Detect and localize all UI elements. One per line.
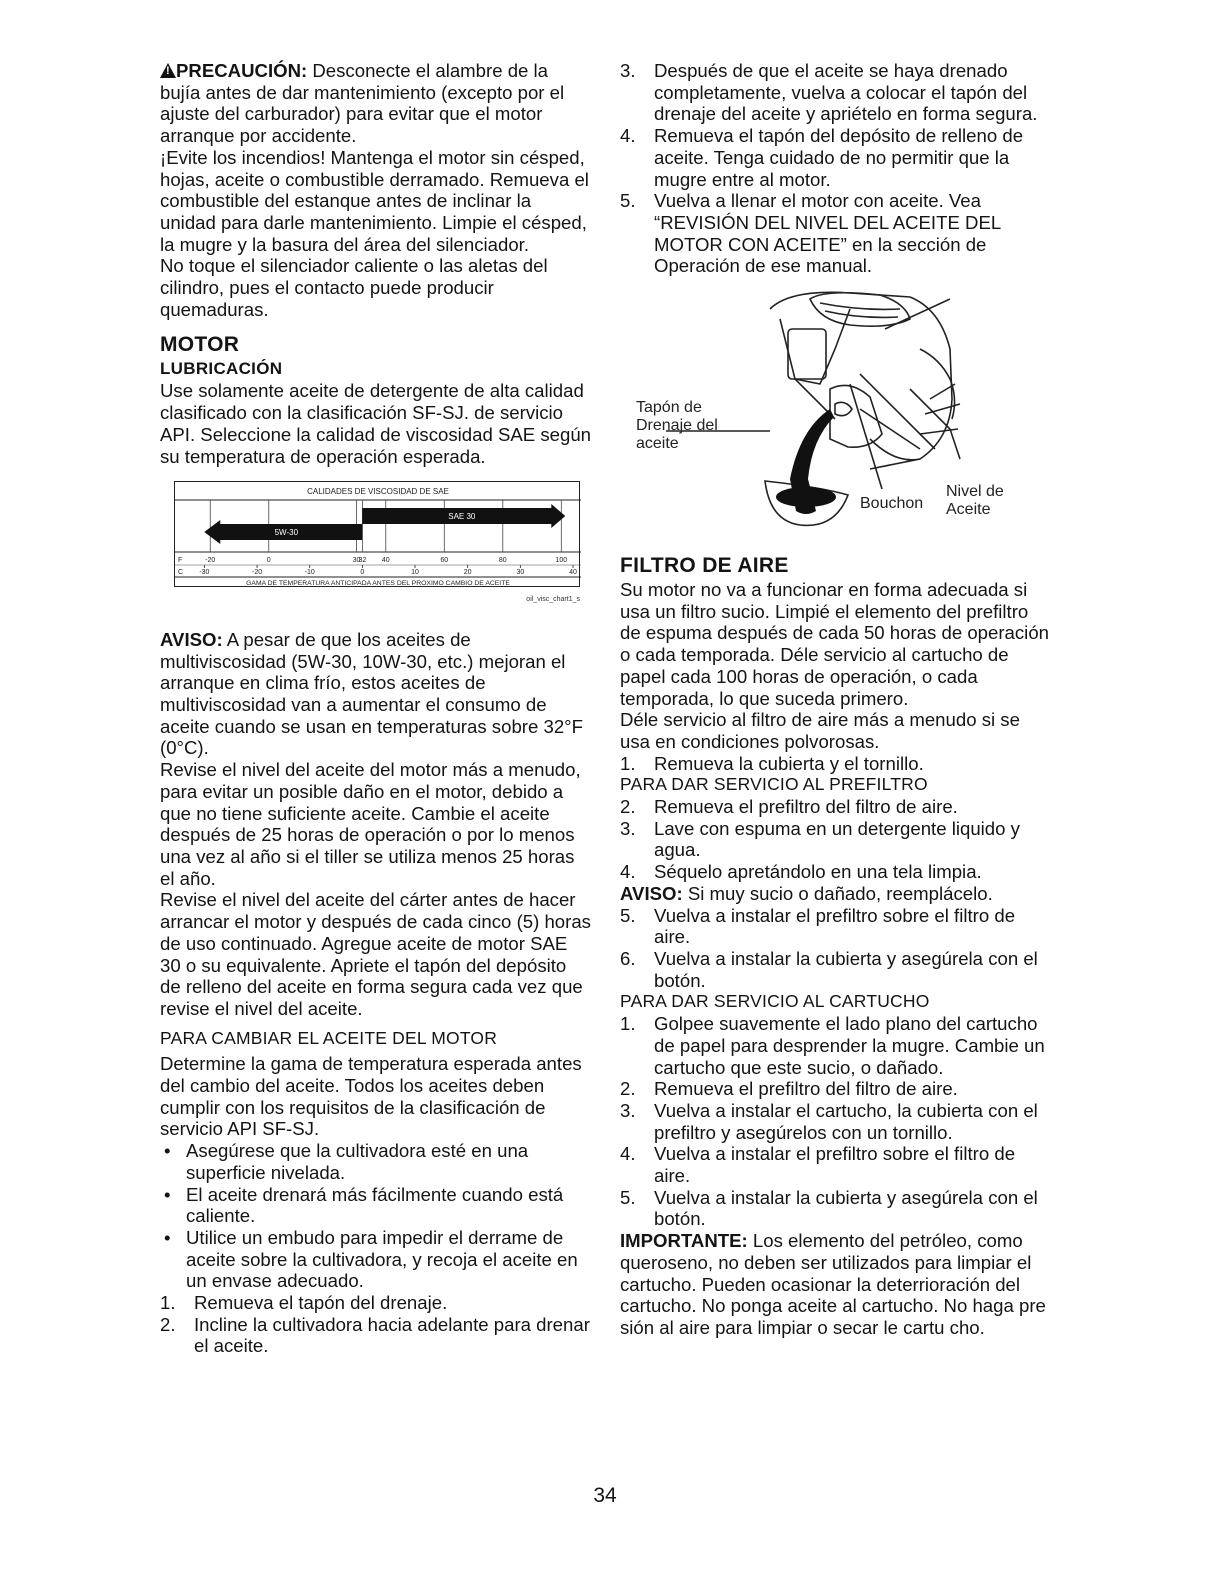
chart-c-tick: 20 [463, 569, 472, 577]
viscosity-chart [174, 481, 580, 587]
lubrication-text: Use solamente aceite de detergente de alta calidad clasificado con la clasificación SF-SJ. de servicio API. Seleccione la calidad de viscosidad SAE según su temperatura de operación esperada. [160, 380, 592, 467]
drain-plug-label: Tapón de Drenaje del aceite [636, 399, 718, 453]
check-oil-text: Revise el nivel del aceite del motor más a menudo, para evitar un posible daño en el motor, debido a que no tiene suficiente aceite. Cambie el aceite después de 25 horas de operación o por lo menos una vez al año si el tiller se utiliza menos 25 horas el año. [160, 759, 581, 889]
bouchon-label: Bouchon [860, 495, 924, 513]
prefilter-steps [620, 796, 1052, 883]
list-item: 1. Remueva el tapón del drenaje. [160, 1292, 448, 1314]
notice-paragraph [160, 629, 592, 759]
list-item: • Asegúrese que la cultivadora esté en una superficie nivelada. [160, 1140, 592, 1183]
list-item: 1. Remueva la cubierta y el tornillo. [620, 752, 924, 774]
chart-f-tick: 30 [352, 557, 361, 565]
bullet-icon: • [164, 1226, 171, 1248]
list-item: 3. Vuelva a instalar el cartucho, la cubierta con el prefiltro y asegúrelos con un tornillo. [620, 1099, 1038, 1143]
chart-f-label: F [178, 557, 183, 565]
air-filter-text: Su motor no va a funcionar en forma adecuada si usa un filtro sucio. Limpié el elemento del prefiltro de espuma después de cada 50 horas de operación o cada temporada. Déle servicio al cartucho de papel cada 100 horas de operación, o cada temporada, lo que suceda primero. [620, 579, 1049, 709]
engine-part [780, 309, 850, 384]
chart-c-tick: 0 [360, 569, 365, 577]
list-item: 4. Séquelo apretándolo en una tela limpia. [620, 861, 982, 883]
list-item: 6. Vuelva a instalar la cubierta y asegúrela con el botón. [620, 947, 1038, 991]
change-oil-text: Determine la gama de temperatura esperada antes del cambio del aceite. Todos los aceites deben cumplir con los requisitos de la clasificación de servicio API SF-SJ. [160, 1053, 582, 1140]
list-item: 5. Vuelva a instalar el prefiltro sobre el filtro de aire. [620, 904, 1016, 948]
cartridge-steps [620, 1013, 1052, 1230]
bullet-icon: • [164, 1140, 171, 1162]
change-oil-bullets [160, 1140, 592, 1292]
list-item: 3. Después de que el aceite se haya drenado completamente, vuelva a colocar el tapón del drenaje del aceite y apriételo en forma segura. [620, 60, 1038, 125]
important-paragraph: IMPORTANTE: Los elemento del petróleo, como queroseno, no deben ser utilizados para limpiar el cartucho. Pueden ocasionar la deterrioración del cartucho. No ponga aceite al cartucho. No haga pre sión al aire para limpiar o secar le cartu cho. [620, 1230, 1046, 1338]
chart-c-label: C [178, 569, 184, 577]
chart-f-tick: 32 [358, 557, 367, 565]
chart-f-tick: -20 [205, 557, 216, 565]
chart-bar-label-sae30: SAE 30 [448, 512, 476, 522]
prefilter-heading: PARA DAR SERVICIO AL PREFILTRO [620, 774, 928, 795]
chart-f-tick: 0 [266, 557, 271, 565]
chart-c-tick: -30 [199, 569, 210, 577]
crankcase-text: Revise el nivel del aceite del cárter antes de hacer arrancar el motor y después de cada cinco (5) horas de uso continuado. Agregue aceite de motor SAE 30 o su equivalente. Apriete el tapón del depósito de relleno del aceite en forma segura cada vez que revise el nivel del aceite. [160, 889, 591, 1019]
change-oil-steps-continued [620, 60, 1052, 277]
left-column [160, 60, 592, 1357]
caution-label: PRECAUCIÓN: [176, 60, 308, 81]
bullet-icon: • [164, 1183, 171, 1205]
caution-paragraph [160, 60, 592, 147]
chart-c-tick: 40 [569, 569, 577, 577]
prefilter-steps-2 [620, 905, 1052, 992]
cartridge-heading: PARA DAR SERVICIO AL CARTUCHO [620, 991, 930, 1012]
section-heading-motor: MOTOR [160, 333, 240, 357]
list-item: 3. Lave con espuma en un detergente liquido y agua. [620, 817, 1020, 861]
list-item: 2. Remueva el prefiltro del filtro de aire. [620, 796, 958, 818]
notice-text: A pesar de que los aceites de multiviscosidad (5W-30, 10W-30, etc.) mejoran el arranque en clima frío, estos aceites de multiviscosidad van a aumentar el consumo de aceite cuando se usan en temperaturas sobre 32°F (0°C). [160, 628, 583, 759]
list-item: 5. Vuelva a llenar el motor con aceite. Vea “REVISIÓN DEL NIVEL DEL ACEITE DEL MOTOR CON ACEITE” en la sección de Operación de ese manual. [620, 190, 1001, 277]
chart-c-tick: 30 [516, 569, 525, 577]
chart-c-tick: -10 [304, 569, 315, 577]
drain-plug [835, 402, 852, 415]
warning-triangle-icon [160, 63, 176, 78]
chart-f-tick: 100 [555, 557, 568, 565]
list-item: 2. Remueva el prefiltro del filtro de aire. [620, 1078, 958, 1100]
change-oil-heading: PARA CAMBIAR EL ACEITE DEL MOTOR [160, 1027, 498, 1048]
caution-text: Desconecte el alambre de la bujía antes de dar mantenimiento (excepto por el ajuste del carburador) para evitar que el motor arranque por accidente. [160, 60, 565, 147]
list-item: • Utilice un embudo para impedir el derrame de aceite sobre la cultivadora, y recoja el aceite en un envase adecuado. [160, 1227, 592, 1292]
chart-bar-label-5w30: 5W-30 [274, 528, 299, 538]
oil-level-label: Nivel de Aceite [946, 483, 1004, 519]
chart-f-tick: 60 [440, 557, 449, 565]
chart-c-tick: 10 [411, 569, 419, 577]
list-item: 2. Incline la cultivadora hacia adelante para drenar el aceite. [160, 1313, 590, 1357]
list-item: 4. Remueva el tapón del depósito de relleno de aceite. Tenga cuidado de no permitir que la mugre entre al motor. [620, 125, 1024, 190]
dusty-conditions-text: Déle servicio al filtro de aire más a menudo si se usa en condiciones polvorosas. [620, 709, 1020, 752]
oil-drain-illustration [620, 289, 1052, 549]
chart-c-tick: -20 [251, 569, 263, 577]
chart-f-tick: 40 [381, 557, 390, 565]
engine-base [830, 385, 882, 447]
bouchon-leader-line [850, 384, 882, 489]
section-heading-air-filter: FILTRO DE AIRE [620, 554, 789, 578]
chart-xlabel: GAMA DE TEMPERATURA ANTICIPADA ANTES DEL PROXIMO CAMBIO DE ACEITE [246, 580, 510, 588]
notice-replace: AVISO: Si muy sucio o dañado, reemplácelo. [620, 882, 993, 904]
muffler-warning-text: No toque el silenciador caliente o las aletas del cilindro, pues el contacto puede producir quemaduras. [160, 255, 548, 320]
level-leader-line [860, 374, 935, 449]
right-column [620, 60, 1052, 1339]
oil-puddle [776, 487, 836, 507]
chart-title: CALIDADES DE VISCOSIDAD DE SAE [307, 487, 449, 497]
section-heading-lubrication: LUBRICACIÓN [160, 359, 283, 379]
chart-f-tick: 80 [498, 557, 507, 565]
fire-warning-text: ¡Evite los incendios! Mantenga el motor sin césped, hojas, aceite o combustible derramado. Remueva el combustible del estanque antes de inclinar la unidad para darle mantenimiento. Limpie el césped, la mugre y la basura del área del silenciador. [160, 146, 589, 255]
list-item: 1. Golpee suavemente el lado plano del cartucho de papel para desprender la mugre. Cambie un cartucho que este sucio, o dañado. [620, 1013, 1045, 1078]
list-item: 4. Vuelva a instalar el prefiltro sobre el filtro de aire. [620, 1143, 1016, 1187]
list-item: 5. Vuelva a instalar la cubierta y asegúrela con el botón. [620, 1186, 1038, 1230]
viscosity-chart-svg [175, 482, 581, 588]
list-item: • El aceite drenará más fácilmente cuando está caliente. [160, 1184, 592, 1227]
chart-note: oil_visc_chart1_s [526, 596, 580, 604]
page-number: 34 [593, 1484, 617, 1507]
notice-label: AVISO: [160, 628, 223, 650]
change-oil-steps [160, 1292, 592, 1357]
